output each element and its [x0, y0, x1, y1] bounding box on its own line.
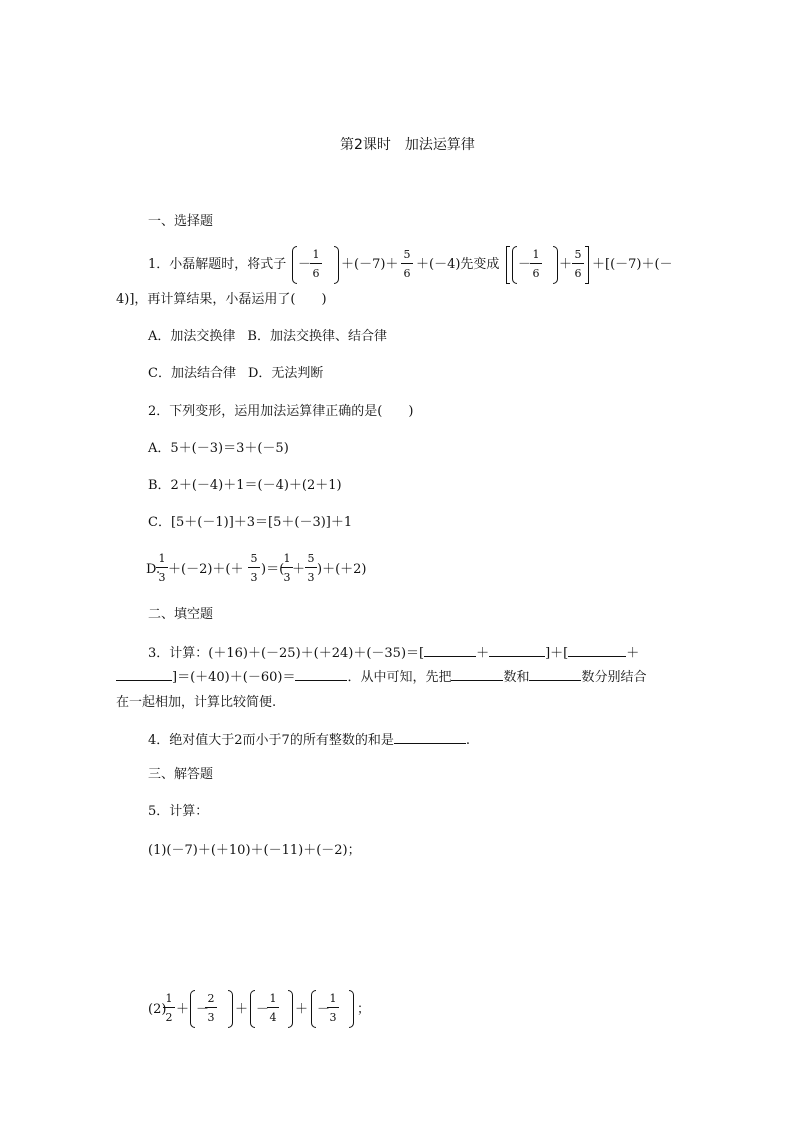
minus-sign: －	[256, 1002, 270, 1017]
fraction-denominator: 3	[250, 571, 258, 584]
answer-blank[interactable]	[424, 655, 476, 657]
fraction-numerator: 1	[269, 992, 277, 1005]
fraction-numerator: 5	[307, 552, 315, 565]
fraction-denominator: 2	[165, 1011, 173, 1024]
fraction-denominator: 3	[158, 571, 166, 584]
option-a: A．加法交换律	[148, 329, 236, 344]
section-heading-solve: 三、解答题	[148, 767, 214, 782]
option-c: C．加法结合律	[148, 366, 236, 381]
q5-part-1: (1)(－7)＋(＋10)＋(－11)＋(－2)；	[148, 843, 361, 858]
q1-text-start: 1．小磊解题时，将式子	[148, 257, 287, 272]
fraction-bar	[530, 263, 542, 264]
option-d: D．无法判断	[247, 366, 324, 381]
q1-text-end: ＋[(－7)＋(－	[592, 257, 673, 272]
q1-text-line2: 4)]，再计算结果，小磊运用了( )	[116, 292, 327, 307]
fraction-bar	[248, 567, 260, 568]
bracket-left	[506, 246, 510, 284]
q5-stem: 5．计算：	[148, 804, 209, 819]
fraction-bar	[401, 263, 413, 264]
minus-sign: －	[518, 257, 532, 272]
paren-left	[190, 990, 195, 1028]
q3-line3: 在一起相加，计算比较简便.	[116, 695, 277, 710]
q3-line1	[148, 647, 639, 660]
fraction-denominator: 6	[403, 267, 411, 280]
q2-option-d-mid2: )＝(	[261, 562, 285, 577]
fraction-numerator: 1	[158, 552, 166, 565]
section-heading-fill: 二、填空题	[148, 607, 214, 622]
bracket-right	[585, 246, 589, 284]
paren-right	[288, 990, 293, 1028]
question-4	[148, 734, 470, 747]
fraction-numerator: 1	[165, 992, 173, 1005]
fraction-denominator: 3	[283, 571, 291, 584]
q2-option-c: C．[5＋(－1)]＋3＝[5＋(－3)]＋1	[148, 515, 353, 530]
q2-option-d-end: )＋(＋2)	[317, 562, 367, 577]
fraction-bar	[305, 567, 317, 568]
q3-text: ．从中可知，先把	[347, 670, 452, 685]
plus-sign: ＋	[235, 1002, 249, 1017]
fraction-numerator: 5	[574, 248, 582, 261]
semicolon: ；	[357, 1002, 371, 1017]
answer-blank[interactable]	[116, 679, 172, 681]
fraction-denominator: 3	[307, 571, 315, 584]
q1-text-mid-b: ＋(－4)先变成	[416, 257, 500, 272]
fraction-bar	[310, 263, 322, 264]
fraction-numerator: 5	[250, 552, 258, 565]
q3-text: 数分别结合	[581, 670, 647, 685]
fraction-denominator: 6	[574, 267, 582, 280]
answer-blank[interactable]	[295, 679, 347, 681]
paren-right	[553, 246, 558, 284]
q3-text: ]＋[	[545, 646, 569, 661]
fraction-bar	[267, 1007, 279, 1008]
fraction-bar	[156, 567, 168, 568]
paren-right	[228, 990, 233, 1028]
fraction-numerator: 1	[283, 552, 291, 565]
fraction-denominator: 3	[207, 1011, 215, 1024]
paren-right	[334, 246, 339, 284]
q2-option-d-prefix: D.	[146, 562, 161, 577]
answer-blank[interactable]	[529, 679, 581, 681]
option-c-d	[148, 367, 323, 380]
fraction-bar	[327, 1007, 339, 1008]
option-a-b	[148, 330, 387, 343]
q5-part-2-label: (2)	[148, 1002, 167, 1017]
minus-sign: －	[317, 1002, 331, 1017]
paren-right	[349, 990, 354, 1028]
answer-blank[interactable]	[489, 655, 545, 657]
q3-text: ＋	[626, 646, 640, 661]
q3-text: ＋	[476, 646, 490, 661]
option-b: B．加法交换律、结合律	[247, 329, 387, 344]
fraction-denominator: 3	[329, 1011, 337, 1024]
q3-line2	[116, 671, 647, 684]
plus-sign: ＋	[176, 1002, 190, 1017]
q4-text: 4．绝对值大于2而小于7的所有整数的和是	[148, 733, 394, 748]
q2-stem: 2．下列变形，运用加法运算律正确的是( )	[148, 404, 414, 419]
fraction-bar	[205, 1007, 217, 1008]
fraction-numerator: 2	[207, 992, 215, 1005]
q3-text: 3．计算：(＋16)＋(－25)＋(＋24)＋(－35)＝[	[148, 646, 425, 661]
fraction-bar	[163, 1007, 175, 1008]
q1-text-mid-a: ＋(－7)＋	[341, 257, 399, 272]
answer-blank[interactable]	[394, 742, 466, 744]
paren-left	[512, 246, 517, 284]
minus-sign: －	[196, 1002, 210, 1017]
q2-option-d-mid1: ＋(－2)＋(＋	[168, 562, 244, 577]
q3-text: ]＝(＋40)＋(－60)＝	[172, 670, 296, 685]
fraction-numerator: 1	[532, 248, 540, 261]
fraction-denominator: 4	[269, 1011, 277, 1024]
plus-sign: ＋	[559, 257, 573, 272]
q2-option-b: B．2＋(－4)＋1＝(－4)＋(2＋1)	[148, 478, 342, 493]
minus-sign: －	[298, 257, 312, 272]
answer-blank[interactable]	[451, 679, 503, 681]
fraction-numerator: 1	[312, 248, 320, 261]
q2-option-d-mid3: ＋	[292, 562, 306, 577]
page-title: 第2课时 加法运算律	[340, 137, 475, 153]
section-heading-choice: 一、选择题	[148, 214, 214, 229]
plus-sign: ＋	[295, 1002, 309, 1017]
fraction-numerator: 1	[329, 992, 337, 1005]
q3-text: 数和	[503, 670, 530, 685]
paren-left	[311, 990, 316, 1028]
paren-left	[292, 246, 297, 284]
q4-text: .	[465, 733, 470, 748]
fraction-denominator: 6	[312, 267, 320, 280]
paren-left	[250, 990, 255, 1028]
q2-option-a: A．5＋(－3)＝3＋(－5)	[148, 441, 289, 456]
fraction-numerator: 5	[403, 248, 411, 261]
answer-blank[interactable]	[568, 655, 626, 657]
fraction-denominator: 6	[532, 267, 540, 280]
fraction-bar	[572, 263, 584, 264]
